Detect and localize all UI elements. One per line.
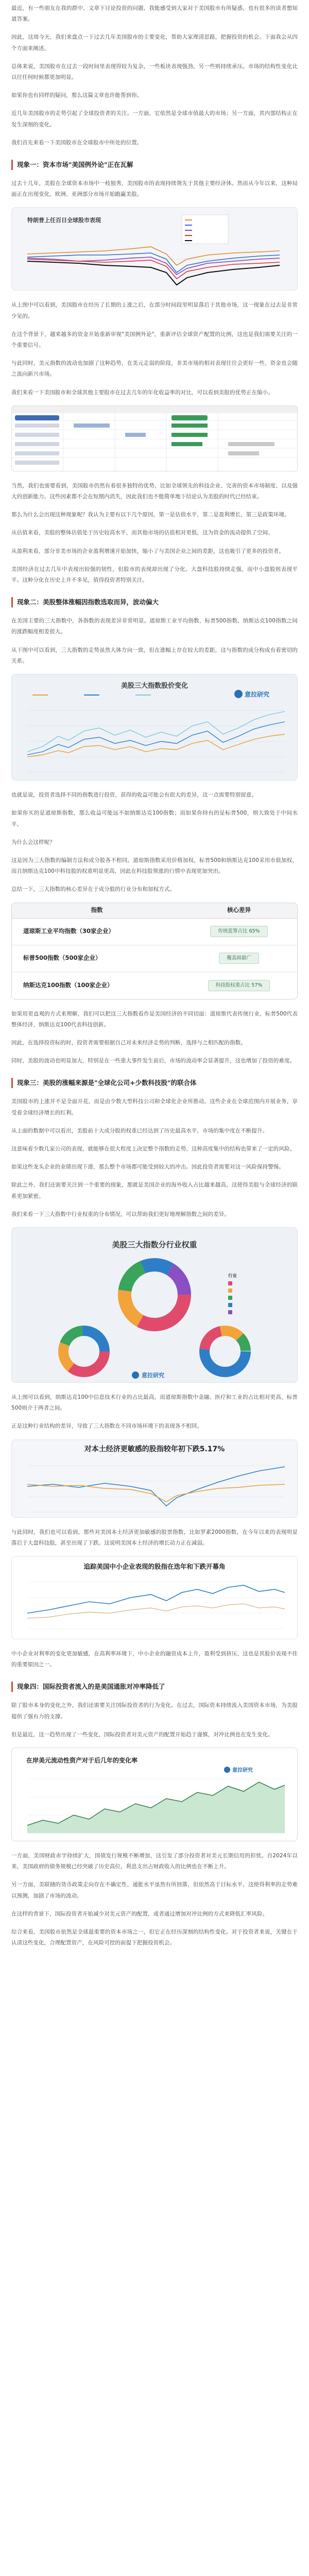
paragraph: 总结一下，三大指数的核心差异在于成分股的行业分布和加权方式。 [11,886,175,893]
diff-badge: 科技股权重占比 57% [208,980,270,991]
paragraph: 除了股市本身的变化之外，我们还需要关注国际投资者的行为变化。在过去，国际资本持续流入美国资本市场，为美股提供了强有力的支撑。 [11,1702,298,1720]
paragraph: 当然，我们也需要看到，美国股市仍然有着很多独特的优势，比如全球领先的科技企业、完善的资本市场制度、以及强大的创新能力。这些因素都不会在短期内消失，因此我们也不能简单地下结论认为美股的时代已经结束。 [11,482,298,500]
paragraph: 如果这些龙头企业的业绩出现下滑，那么整个市场都可能受到较大的冲击。因此投资者需要对这一风险保持警惕。 [11,1164,284,1171]
paragraph: 为什么会这样呢？ [11,839,55,845]
paragraph: 从上面的数据中可以看出，美股前十大成分股的权重已经达到了历史最高水平，市场的集中度在不断提升。 [11,1127,268,1134]
chart-title: 在岸美元流动性资产对于后几年的变化率 [26,1756,138,1764]
table-row [12,972,297,999]
paragraph: 过去十几年，美股在全球资本市场中一枝独秀，美国股市的表现持续领先于其他主要经济体。然而从今年以来，这种局面正在出现变化，欧洲、亚洲部分市场开始跑赢美股。 [11,180,298,198]
area-chart [12,1748,297,1841]
figure-timeline-table [11,405,298,471]
paragraph: 正是这种行业结构的差异，导致了三大指数在不同市场环境下的表现各不相同。 [11,1423,202,1430]
index-name: 标普500指数（500家企业） [23,954,101,962]
paragraph: 如果用更直观的方式来理解，我们可以把这三大指数看作是美国经济的不同切面：道琼斯代表传统行业，标普500代表整体经济，纳斯达克100代表科技创新。 [11,1010,298,1028]
paragraph: 与此同时，美元指数的波动也加剧了这种趋势，在美元走弱的阶段，非美市场的相对表现往往会更好一些，资金也会随之流向新兴市场。 [11,360,298,378]
figure-domestic-economy-chart [11,1439,298,1518]
paragraph: 从估值来看，美股的整体估值处于历史较高水平，而其他市场的估值相对更低，这为资金的流动提供了空间。 [11,530,273,536]
paragraph: 这意味着少数几家公司的表现，就能够在很大程度上决定整个指数的走势，这种高度集中的结构也带来了一定的风险。 [11,1145,296,1152]
svg-text:特朗普上任百日全球股市表现: 特朗普上任百日全球股市表现 [27,217,101,224]
paragraph: 我们来看一下美国股市和全球其他主要股市在过去几年的年化收益率的对比，可以看到美股的优势正在缩小。 [11,389,273,396]
paragraph: 除此之外，我们还需要关注到一个重要的现象，那就是美国企业的海外收入占比越来越高，这使得美股与全球经济的联系更加紧密。 [11,1182,298,1199]
paragraph: 同时，美股的波动也明显加大，特别是在一些重大事件发生前后，市场的波动率会显著提升，这也增加了投资的难度。 [11,1058,296,1064]
figure-sector-weights [11,1227,298,1383]
paragraph: 总体来说，美国股市在过去一段时间里表现得较为复杂，一些板块表现强劲，另一些则持续承压。市场的结构性变化比以往任何时候都更加明显。 [11,63,298,81]
figure-small-business-chart [11,1556,298,1639]
figure-fx-chart [11,1748,298,1841]
section-heading: 现象一：资本市场"美国例外论"正在瓦解 [11,160,298,170]
paragraph: 因此，在选择投资标的时，投资者需要根据自己对未来经济走势的判断，选择与之相匹配的指数。 [11,1039,246,1046]
diff-badge: 传统蓝筹占比 65% [210,926,267,937]
index-comparison-table [11,903,298,999]
chart-title: 对本土经济更敏感的股指较年初下跌5.17% [84,1445,225,1453]
index-name: 纳斯达克100指数（100家企业） [23,981,113,989]
brand-logo [132,1371,164,1379]
chart-title: 追踪美国中小企业表现的股指在迭年和下跌开幕角 [83,1562,226,1570]
paragraph: 从下图中可以看到，三大指数的走势虽然大体方向一致，但在涨幅上存在较大的差距，这与指数的成分构成有着密切的关系。 [11,647,298,664]
paragraph: 另一方面，美联储的货币政策走向存在不确定性，通胀水平虽然有所回落，但依然高于目标水平，这使得利率的走势难以预测，加剧了市场的波动。 [11,1882,298,1899]
paragraph: 如果你买的是道琼斯指数，那么收益可能远不如纳斯达克100指数；而如果你持有的是标普500，则大致处于中间水平。 [11,810,298,827]
paragraph: 从盈利来看，部分非美市场的企业盈利增速开始加快，缩小了与美国企业之间的差距，这也吸引了更多的投资者。 [11,548,284,554]
table-row [12,919,297,945]
paragraph: 也就是说，投资者选择不同的指数进行投资，获得的收益可能会有很大的差异，这一点需要特别留意。 [11,792,257,799]
paragraph: 这是因为三大指数的编制方法和成分股各不相同。道琼斯指数采用价格加权，标普500和纳斯达克100采用市值加权，而且纳斯达克100中科技股的权重明显更高，因此在科技股领涨的行情中表现更加突出。 [11,857,298,875]
table-row [12,945,297,972]
paragraph: 在这样的背景下，国际投资者开始减少对美元资产的配置，或者通过增加对冲比例的方式来降低汇率风险。 [11,1910,268,1917]
brand-logo [234,690,269,698]
index-name: 道琼斯工业平均指数（30家企业） [23,927,115,935]
paragraph: 近几年美国股市的走势引起了全球投资者的关注。一方面，它依然是全球市值最大的市场；另一方面，其内部结构正在发生深刻的变化。 [11,110,298,128]
paragraph: 中小企业对利率的变化更加敏感，在高利率环境下，中小企业的融资成本上升，盈利受到挤压，这也是其股价表现不佳的重要原因之一。 [11,1650,298,1668]
section-heading: 现象三：美股的涨幅来源是"全球化公司+少数科技股"的联合体 [11,1078,298,1088]
paragraph: 最近，有一些朋友在我的群中、文章下讨论投资的问题，我能感受到大家对于美国股市有所疑惑，也有很多的读者想知道答案。 [11,5,298,23]
svg-text:意拉研究: 意拉研究 [245,691,270,699]
timeline-grid [12,406,297,471]
line-chart [12,208,297,290]
svg-text:意拉研究: 意拉研究 [232,1767,253,1773]
diff-badge: 覆盖面最广 [219,953,259,964]
table-header-diff: 核心差异 [227,906,251,914]
paragraph: 一方面，美国财政赤字持续扩大，国债发行规模不断增加，这引发了部分投资者对美元长期信用的担忧。自2024年以来，美国政府的债务规模已经突破了历史高位，利息支出占财政收入的比例也在不断上升。 [11,1852,298,1870]
svg-text:意拉研究: 意拉研究 [142,1371,164,1379]
paragraph: 但是最近，这一趋势出现了一些变化，国际投资者对美元资产的配置开始趋于谨慎，对冲比例也在发生变化。 [11,1731,273,1738]
paragraph: 从上图中可以看到，美国股市在经历了长期的上涨之后，在部分时间段里明显落后于其他市场，这一现象在过去是非常少见的。 [11,302,298,319]
paragraph: 在美国主要的三大指数中，各指数的表现差异非常明显。道琼斯工业平均指数、标普500指数、纳斯达克100指数之间的涨跌幅度相差很大。 [11,618,298,635]
paragraph: 从上图可以看到，纳斯达克100中信息技术行业的占比最高，而道琼斯指数中金融、医疗和工业的占比相对更高，标普500则介于两者之间。 [11,1394,298,1412]
paragraph: 那么为什么会出现这种现象呢？我认为主要有以下几个原因，第一是估值水平，第二是盈利增长，第三是政策环境。 [11,512,290,518]
paragraph: 我们首先来看一下美国股市在全球股市中所处的位置。 [11,139,143,146]
section-heading: 现象四：国际投资者流入的是美国通胀对冲率降低了 [11,1682,298,1692]
legend-title: 行业 [228,1273,237,1279]
line-chart [12,1440,297,1517]
chart-title: 美股三大指数分行业权重 [112,1240,197,1249]
paragraph: 因此，这周今天，我们来盘点一下过去几年美国股市的主要变化，帮助大家理清思路，把握投资的机会。下面我会从四个方面来阐述。 [11,34,298,52]
paragraph: 我们来看一下三大指数中行业权重的分布情况，可以帮助我们更好地理解指数之间的差异。 [11,1211,230,1217]
paragraph: 美国股市的上涨并不是全面开花，而是由少数大型科技公司和全球化企业所推动。这些企业在全球范围内开展业务，享受着全球经济增长的红利。 [11,1098,298,1116]
figure-three-indices-chart [11,674,298,781]
brand-logo [224,1767,253,1773]
line-chart [12,674,297,780]
donut-charts [12,1228,297,1382]
figure-global-stocks-chart [11,207,298,291]
table-header-index: 指数 [91,906,103,914]
paragraph: 与此同时，我们也可以看到，那些对美国本土经济更加敏感的股票指数，比如罗素2000指数，在今年以来的表现明显落后于大盘科技股，甚至出现了下跌。这说明美国本土经济的增长动力正在减弱。 [11,1529,298,1546]
paragraph: 如果你也有同样的疑问，那么这篇文章也许能帮到你。 [11,92,143,99]
paragraph: 在这个背景下，越来越多的资金开始重新审视"美国例外论"，重新评估全球资产配置的比例，这也是我们需要关注的一个重要信号。 [11,331,298,349]
svg-text:美股三大指数股价变化: 美股三大指数股价变化 [121,682,188,690]
paragraph: 美国经济在过去几年中表现出较强的韧性，但股市的表现却出现了分化。大盘科技股持续走强，而中小盘股则表现平平。这种分化在历史上并不多见，值得投资者特别关注。 [11,566,298,584]
paragraph: 综合来看，美国股市依然是全球最重要的资本市场之一，但它正在经历深刻的结构性变化。对于投资者来说，关键在于认清这些变化，合理配置资产，在风险可控的前提下把握投资机会。 [11,1929,298,1946]
line-chart [12,1556,297,1639]
section-heading: 现象二：美股整体涨幅因指数选取而异，波动偏大 [11,597,298,607]
